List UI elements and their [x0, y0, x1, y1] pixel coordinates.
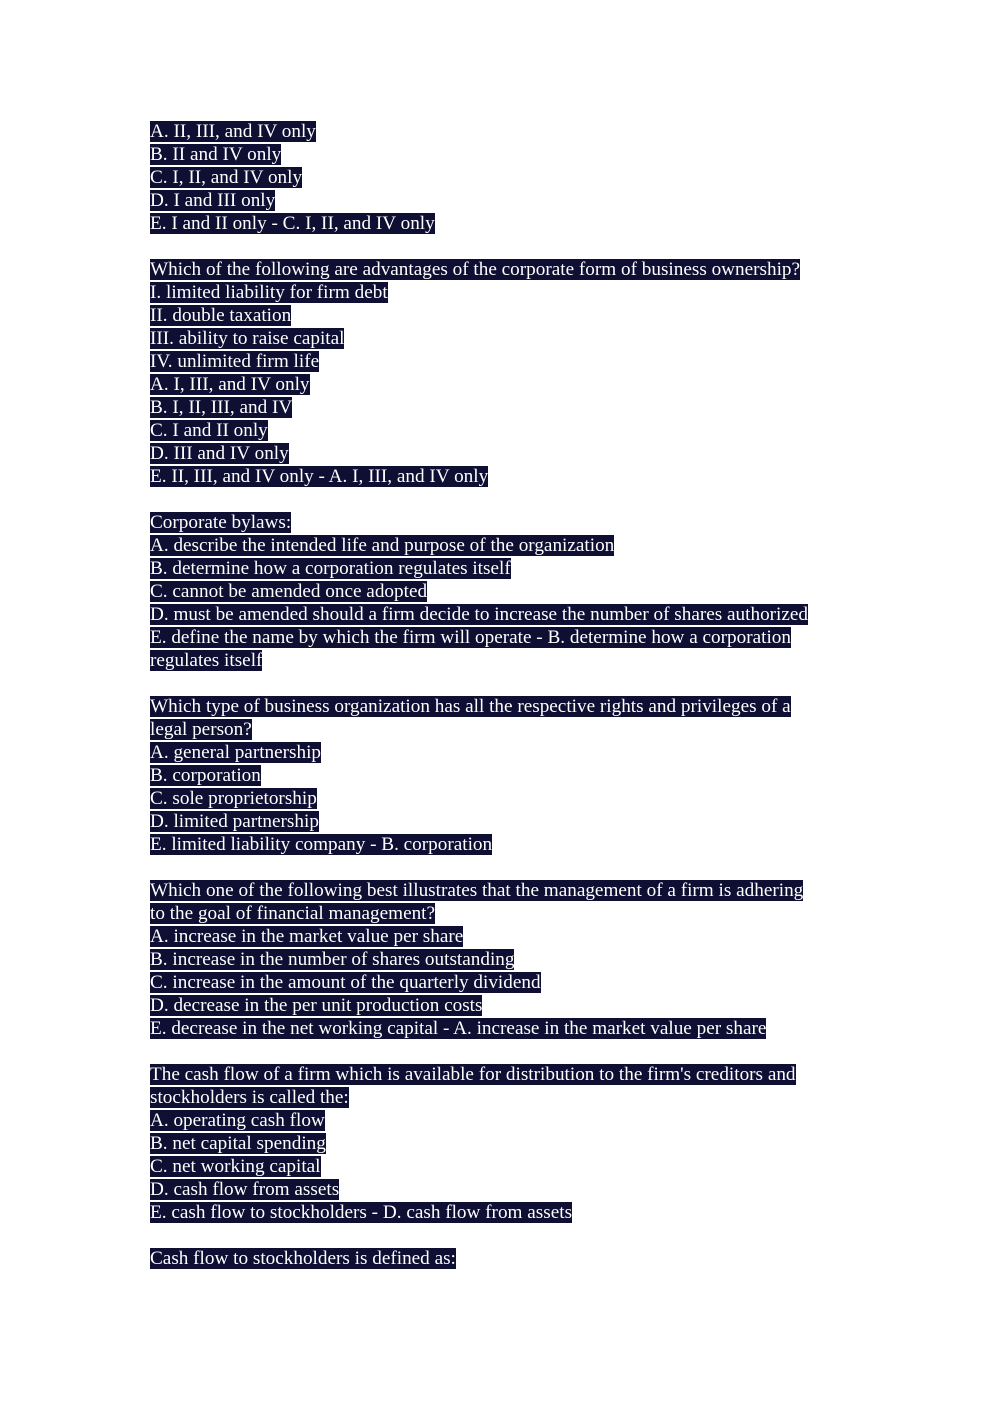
question-text: [150, 1063, 850, 1086]
text-line: [150, 741, 850, 764]
text-line: [150, 1132, 850, 1155]
selected-text[interactable]: E. limited liability company - B. corporation: [150, 834, 493, 855]
selected-text[interactable]: C. sole proprietorship: [150, 788, 317, 809]
text-line: [150, 626, 850, 649]
selected-text[interactable]: A. describe the intended life and purpose of the organization: [150, 535, 615, 556]
text-line: [150, 396, 850, 419]
question-text: [150, 879, 850, 902]
text-line: [150, 603, 850, 626]
selected-text[interactable]: The cash flow of a firm which is available for distribution to the firm's creditors and: [150, 1064, 796, 1085]
text-line: [150, 1201, 850, 1224]
text-line: [150, 304, 850, 327]
selected-text[interactable]: D. cash flow from assets: [150, 1179, 340, 1200]
text-line: [150, 764, 850, 787]
text-line: [150, 833, 850, 856]
selected-text[interactable]: Corporate bylaws:: [150, 512, 292, 533]
selected-text[interactable]: legal person?: [150, 719, 252, 740]
text-line: [150, 534, 850, 557]
selected-text[interactable]: I. limited liability for firm debt: [150, 282, 388, 303]
selected-text[interactable]: III. ability to raise capital: [150, 328, 345, 349]
text-line: [150, 143, 850, 166]
selected-text[interactable]: E. decrease in the net working capital - A. increase in the market value per share: [150, 1018, 767, 1039]
text-line: [150, 327, 850, 350]
text-line: [150, 166, 850, 189]
selected-text[interactable]: A. II, III, and IV only: [150, 121, 316, 142]
text-line: [150, 718, 850, 741]
question-text: [150, 695, 850, 718]
selected-text[interactable]: Which one of the following best illustrates that the management of a firm is adhering: [150, 880, 804, 901]
question-text: [150, 258, 850, 281]
question-block-2: [150, 258, 850, 488]
question-block-1: [150, 120, 850, 235]
text-line: [150, 212, 850, 235]
text-line: [150, 902, 850, 925]
selected-text[interactable]: E. II, III, and IV only - A. I, III, and IV only: [150, 466, 489, 487]
document-page: [150, 120, 850, 1293]
text-line: [150, 810, 850, 833]
text-line: [150, 1086, 850, 1109]
selected-text[interactable]: Which type of business organization has all the respective rights and privileges of a: [150, 696, 791, 717]
selected-text[interactable]: D. limited partnership: [150, 811, 319, 832]
selected-text[interactable]: C. I, II, and IV only: [150, 167, 303, 188]
selected-text[interactable]: A. operating cash flow: [150, 1110, 325, 1131]
text-line: [150, 925, 850, 948]
text-line: [150, 281, 850, 304]
selected-text[interactable]: D. I and III only: [150, 190, 276, 211]
selected-text[interactable]: B. determine how a corporation regulates itself: [150, 558, 511, 579]
selected-text[interactable]: B. corporation: [150, 765, 261, 786]
question-text: [150, 1247, 850, 1270]
text-line: [150, 787, 850, 810]
selected-text[interactable]: C. net working capital: [150, 1156, 321, 1177]
selected-text[interactable]: B. increase in the number of shares outstanding: [150, 949, 515, 970]
text-line: [150, 971, 850, 994]
selected-text[interactable]: A. I, III, and IV only: [150, 374, 310, 395]
selected-text[interactable]: E. define the name by which the firm will operate - B. determine how a corporation: [150, 627, 791, 648]
text-line: [150, 465, 850, 488]
question-block-6: [150, 1063, 850, 1224]
selected-text[interactable]: regulates itself: [150, 650, 263, 671]
text-line: [150, 442, 850, 465]
text-line: [150, 373, 850, 396]
selected-text[interactable]: II. double taxation: [150, 305, 292, 326]
text-line: [150, 350, 850, 373]
text-line: [150, 1155, 850, 1178]
question-block-4: [150, 695, 850, 856]
selected-text[interactable]: Which of the following are advantages of the corporate form of business ownership?: [150, 259, 801, 280]
selected-text[interactable]: E. cash flow to stockholders - D. cash flow from assets: [150, 1202, 573, 1223]
text-line: [150, 120, 850, 143]
selected-text[interactable]: Cash flow to stockholders is defined as:: [150, 1248, 456, 1269]
text-line: [150, 649, 850, 672]
text-line: [150, 994, 850, 1017]
selected-text[interactable]: B. II and IV only: [150, 144, 282, 165]
selected-text[interactable]: A. general partnership: [150, 742, 322, 763]
selected-text[interactable]: E. I and II only - C. I, II, and IV only: [150, 213, 435, 234]
text-line: [150, 1178, 850, 1201]
question-block-3: [150, 511, 850, 672]
selected-text[interactable]: B. I, II, III, and IV: [150, 397, 293, 418]
selected-text[interactable]: A. increase in the market value per share: [150, 926, 464, 947]
selected-text[interactable]: D. decrease in the per unit production costs: [150, 995, 483, 1016]
selected-text[interactable]: D. must be amended should a firm decide to increase the number of shares authorized: [150, 604, 809, 625]
text-line: [150, 1109, 850, 1132]
selected-text[interactable]: D. III and IV only: [150, 443, 289, 464]
selected-text[interactable]: C. increase in the amount of the quarterly dividend: [150, 972, 541, 993]
selected-text[interactable]: stockholders is called the:: [150, 1087, 349, 1108]
selected-text[interactable]: IV. unlimited firm life: [150, 351, 320, 372]
text-line: [150, 419, 850, 442]
selected-text[interactable]: to the goal of financial management?: [150, 903, 436, 924]
selected-text[interactable]: B. net capital spending: [150, 1133, 326, 1154]
selected-text[interactable]: C. I and II only: [150, 420, 268, 441]
text-line: [150, 948, 850, 971]
text-line: [150, 557, 850, 580]
question-block-7: [150, 1247, 850, 1270]
question-text: [150, 511, 850, 534]
text-line: [150, 1017, 850, 1040]
text-line: [150, 580, 850, 603]
question-block-5: [150, 879, 850, 1040]
text-line: [150, 189, 850, 212]
selected-text[interactable]: C. cannot be amended once adopted: [150, 581, 428, 602]
